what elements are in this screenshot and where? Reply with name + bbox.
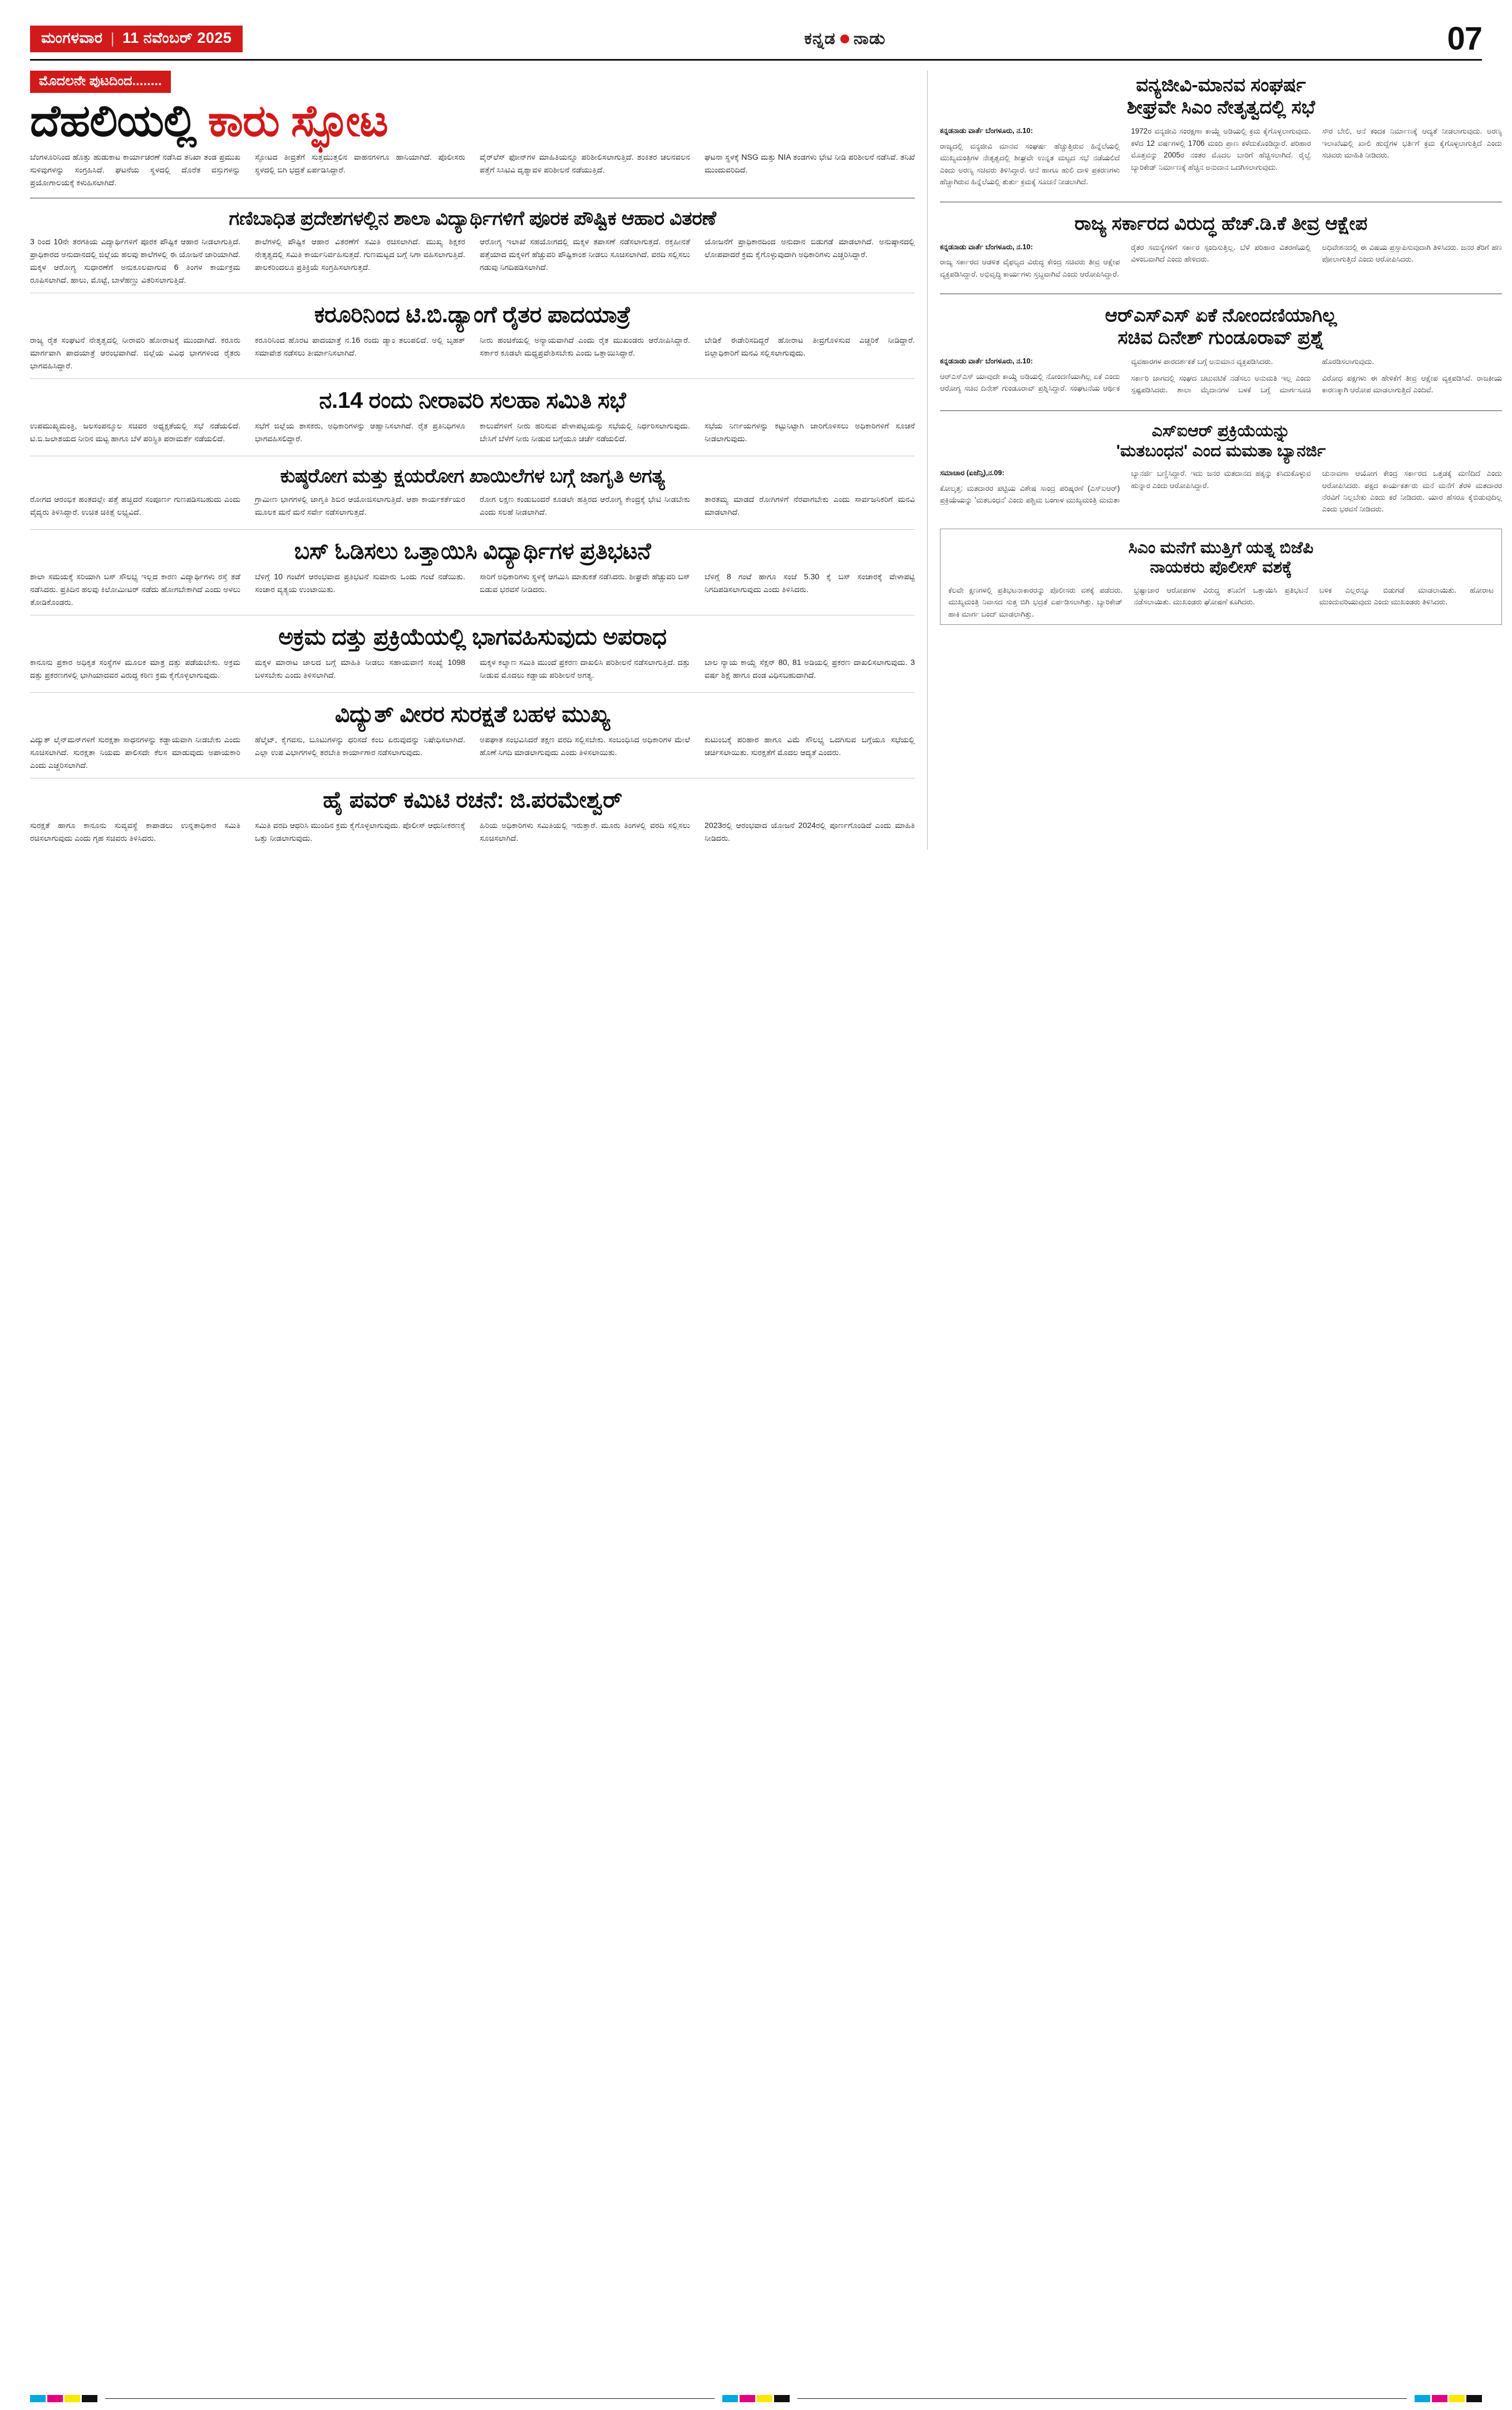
- main-column: [30, 71, 915, 849]
- story-headline: ಗಣಿಬಾಧಿತ ಪ್ರದೇಶಗಳಲ್ಲಿನ ಶಾಲಾ ವಿದ್ಯಾರ್ಥಿಗಳಿಗೆ ಪೂರಕ ಪೌಷ್ಟಿಕ ಆಹಾರ ವಿತರಣೆ: [229, 207, 716, 229]
- color-bar-group-right: [1415, 2395, 1482, 2402]
- lead-kicker: ಮೊದಲನೇ ಪುಟದಿಂದ........: [30, 71, 171, 93]
- yellow-bar: [757, 2395, 772, 2402]
- story-body: [30, 734, 915, 772]
- story-paragraph: ಮಕ್ಕಳ ಮಾರಾಟ ಜಾಲದ ಬಗ್ಗೆ ಮಾಹಿತಿ ನೀಡಲು ಸಹಾಯವಾಣಿ ಸಂಖ್ಯೆ 1098 ಬಳಸಬೇಕು ಎಂದು ತಿಳಿಸಲಾಗಿದೆ.: [255, 658, 465, 680]
- story-paragraph: ಶಾಲಾ ಸಮಯಕ್ಕೆ ಸರಿಯಾಗಿ ಬಸ್ ಸೌಲಭ್ಯ ಇಲ್ಲದ ಕಾರಣ ವಿದ್ಯಾರ್ಥಿಗಳು ರಸ್ತೆ ತಡೆ ನಡೆಸಿದರು. ಪ್ರತಿದಿನ ಹಲವು ಕಿಲೋಮೀಟರ್ ನಡೆದು ಹೋಗಬೇಕಾಗಿದೆ ಎಂದು ಅಳಲು ತೋಡಿಕೊಂಡರು.: [30, 572, 240, 607]
- rail-paragraph: ಆರ್‌ಎಸ್‌ಎಸ್ ಯಾವುದೇ ಕಾಯ್ದೆ ಅಡಿಯಲ್ಲಿ ನೋಂದಣಿಯಾಗಿಲ್ಲ ಏಕೆ ಎಂದು ಆರೋಗ್ಯ ಸಚಿವ ದಿನೇಶ್ ಗುಂಡೂರಾವ್ ಪ್ರಶ್ನಿಸಿದ್ದಾರೆ. ಸಂಘಟನೆಯ ಆರ್ಥಿಕ ವ್ಯವಹಾರಗಳ ಪಾರದರ್ಶಕತೆ ಬಗ್ಗೆ ಅನುಮಾನ ವ್ಯಕ್ತಪಡಿಸಿದರು.: [940, 357, 1273, 393]
- rail-byline: ಸಮಾಚಾರ (ಏಜೆನ್ಸಿ),ನ.09:: [940, 469, 1004, 477]
- rail-headline-line: ವನ್ಯಜೀವಿ-ಮಾನವ ಸಂಘರ್ಷ: [1136, 75, 1306, 96]
- story-headline: ಕರೂರಿನಿಂದ ಟಿ.ಬಿ.ಡ್ಯಾಂಗೆ ರೈತರ ಪಾದಯಾತ್ರೆ: [314, 301, 631, 327]
- rail-story-hdk-objection: [940, 209, 1502, 285]
- story-headline: ಹೈ ಪವರ್ ಕಮಿಟಿ ರಚನೆ: ಜಿ.ಪರಮೇಶ್ವರ್: [323, 786, 622, 812]
- divider: [30, 198, 915, 199]
- rail-paragraph: ಅಧಿವೇಶನದಲ್ಲಿ ಈ ವಿಷಯ ಪ್ರಸ್ತಾಪಿಸುವುದಾಗಿ ತಿಳಿಸಿದರು. ಜನರ ತೆರಿಗೆ ಹಣ ಪೋಲಾಗುತ್ತಿದೆ ಎಂದು ಆರೋಪಿಸಿದರು.: [1322, 243, 1502, 264]
- story-headline: ಕುಷ್ಠರೋಗ ಮತ್ತು ಕ್ಷಯರೋಗ ಖಾಯಿಲೆಗಳ ಬಗ್ಗೆ ಜಾಗೃತಿ ಅಗತ್ಯ: [280, 465, 665, 487]
- story-paragraph: ಬೇಡಿಕೆ ಈಡೇರಿಸದಿದ್ದರೆ ಹೋರಾಟ ತೀವ್ರಗೊಳಿಸುವ ಎಚ್ಚರಿಕೆ ನೀಡಿದ್ದಾರೆ. ಜಿಲ್ಲಾಧಿಕಾರಿಗೆ ಮನವಿ ಸಲ್ಲಿಸಲಾಗುವುದು.: [705, 336, 915, 358]
- story-paragraph: ಬೆಳಿಗ್ಗೆ 8 ಗಂಟೆ ಹಾಗೂ ಸಂಜೆ 5.30 ಕ್ಕೆ ಬಸ್ ಸಂಚಾರಕ್ಕೆ ವೇಳಾಪಟ್ಟಿ ನಿಗದಿಪಡಿಸಲಾಗುವುದು ಎಂದು ತಿಳಿಸಿದರು.: [705, 572, 915, 594]
- rail-story-rss-registration: [940, 301, 1502, 402]
- cyan-bar: [30, 2395, 46, 2402]
- rail-headline: [940, 213, 1502, 235]
- rail-paragraph: ಚುನಾವಣಾ ಆಯೋಗ ಕೇಂದ್ರ ಸರ್ಕಾರದ ಒತ್ತಡಕ್ಕೆ ಮಣಿದಿದೆ ಎಂದು ಆರೋಪಿಸಿದರು. ಪಕ್ಷದ ಕಾರ್ಯಕರ್ತರು ಮನೆ ಮನೆಗೆ ತೆರಳಿ ಮತದಾರರ ನೆರವಿಗೆ ನಿಲ್ಲಬೇಕು ಎಂದು ಕರೆ ನೀಡಿದರು. ಯಾರ ಹೆಸರೂ ಕೈಬಿಡುವುದಿಲ್ಲ ಎಂದು ಭರವಸೆ ನೀಡಿದರು.: [1322, 469, 1502, 514]
- rail-headline: [940, 304, 1502, 349]
- story-paragraph: ಯೋಜನೆಗೆ ಪ್ರಾಧಿಕಾರದಿಂದ ಅನುದಾನ ಬಿಡುಗಡೆ ಮಾಡಲಾಗಿದೆ. ಅನುಷ್ಠಾನದಲ್ಲಿ ಲೋಪವಾದರೆ ಕ್ರಮ ಕೈಗೊಳ್ಳುವುದಾಗಿ ಅಧಿಕಾರಿಗಳು ಎಚ್ಚರಿಸಿದ್ದಾರೆ.: [705, 237, 915, 259]
- story-paragraph: ಸಭೆಯ ನಿರ್ಣಯಗಳನ್ನು ಕಟ್ಟುನಿಟ್ಟಾಗಿ ಜಾರಿಗೊಳಿಸಲು ಅಧಿಕಾರಿಗಳಿಗೆ ಸೂಚನೆ ನೀಡಲಾಗುವುದು.: [705, 421, 915, 443]
- date-chip: [30, 26, 243, 52]
- story-paragraph: ಆರೋಗ್ಯ ಇಲಾಖೆ ಸಹಯೋಗದಲ್ಲಿ ಮಕ್ಕಳ ತಪಾಸಣೆ ನಡೆಸಲಾಗುತ್ತದೆ. ರಕ್ತಹೀನತೆ ಪತ್ತೆಯಾದ ಮಕ್ಕಳಿಗೆ ಹೆಚ್ಚುವರಿ ಪೌಷ್ಟಿಕಾಂಶ ನೀಡಲು ಸೂಚಿಸಲಾಗಿದೆ. ವರದಿ ಸಲ್ಲಿಸಲು ಗಡುವು ನಿಗದಿಪಡಿಸಲಾಗಿದೆ.: [480, 237, 690, 272]
- story-body: [30, 820, 915, 850]
- publication-logo: [804, 29, 885, 48]
- registration-line: [105, 2398, 715, 2399]
- lead-paragraph: ವೈರ್‌ಲೆಸ್ ಫೋನ್‌ಗಳ ಮಾಹಿತಿಯನ್ನೂ ಪರಿಶೀಲಿಸಲಾಗುತ್ತಿದೆ. ಶಂಕಿತರ ಚಲನವಲನ ಪತ್ತೆಗೆ ಸಿಸಿಟಿವಿ ದೃಶ್ಯಾವಳಿ ಪರಿಶೀಲನೆ ನಡೆಯುತ್ತಿದೆ.: [480, 152, 690, 175]
- masthead-separator: |: [110, 29, 115, 47]
- rail-headline-line: ಎಸ್‌ಐಆರ್ ಪ್ರಕ್ರಿಯೆಯನ್ನು: [1151, 422, 1291, 441]
- story-paragraph: ಕುಟುಂಬಕ್ಕೆ ಪರಿಹಾರ ಹಾಗೂ ವಿಮೆ ಸೌಲಭ್ಯ ಒದಗಿಸುವ ಬಗ್ಗೆಯೂ ಸಭೆಯಲ್ಲಿ ಚರ್ಚಿಸಲಾಯಿತು. ಸುರಕ್ಷತೆಗೆ ಮೊದಲ ಆದ್ಯತೆ ಎಂದರು.: [705, 735, 915, 757]
- rail-body: [940, 125, 1502, 188]
- story-irrigation-committee: [30, 388, 915, 450]
- story-paragraph: ಶಾಲೆಗಳಲ್ಲಿ ಪೌಷ್ಟಿಕ ಆಹಾರ ವಿತರಣೆಗೆ ಸಮಿತಿ ರಚಿಸಲಾಗಿದೆ. ಮುಖ್ಯ ಶಿಕ್ಷಕರ ನೇತೃತ್ವದಲ್ಲಿ ಸಮಿತಿ ಕಾರ್ಯನಿರ್ವಹಿಸುತ್ತದೆ. ಗುಣಮಟ್ಟದ ಬಗ್ಗೆ ನಿಗಾ ವಹಿಸಲಾಗುತ್ತಿದೆ. ಪಾಲಕರಿಂದಲೂ ಪ್ರತಿಕ್ರಿಯೆ ಸಂಗ್ರಹಿಸಲಾಗುತ್ತದೆ.: [255, 237, 465, 272]
- story-bus-protest: [30, 539, 915, 609]
- rail-headline-line: ನಾಯಕರು ಪೊಲೀಸ್ ವಶಕ್ಕೆ: [1150, 558, 1292, 577]
- brand-left-label: ಕನ್ನಡ: [804, 29, 836, 48]
- rail-byline: ಕನ್ನಡನಾಡು ವಾರ್ತೆ ಬೆಂಗಳೂರು, ನ.10:: [940, 357, 1033, 366]
- story-paragraph: ಸುರಕ್ಷತೆ ಹಾಗೂ ಕಾನೂನು ಸುವ್ಯವಸ್ಥೆ ಕಾಪಾಡಲು ಉನ್ನತಾಧಿಕಾರ ಸಮಿತಿ ರಚಿಸಲಾಗುವುದು ಎಂದು ಗೃಹ ಸಚಿವರು ತಿಳಿಸಿದರು.: [30, 821, 240, 843]
- rail-headline: [948, 538, 1494, 578]
- brand-dot-icon: [840, 35, 849, 43]
- story-paragraph: ರೋಗದ ಆರಂಭಿಕ ಹಂತದಲ್ಲೇ ಪತ್ತೆ ಹಚ್ಚಿದರೆ ಸಂಪೂರ್ಣ ಗುಣಪಡಿಸಬಹುದು ಎಂದು ವೈದ್ಯರು ತಿಳಿಸಿದ್ದಾರೆ. ಉಚಿತ ಚಿಕಿತ್ಸೆ ಲಭ್ಯವಿದೆ.: [30, 495, 240, 517]
- rail-paragraph: ರೈತರ ಸಮಸ್ಯೆಗಳಿಗೆ ಸರ್ಕಾರ ಸ್ಪಂದಿಸುತ್ತಿಲ್ಲ. ಬೆಳೆ ಪರಿಹಾರ ವಿತರಣೆಯಲ್ಲಿ ವಿಳಂಬವಾಗಿದೆ ಎಂದು ಹೇಳಿದರು.: [1131, 243, 1311, 264]
- story-electricity-safety: [30, 702, 915, 772]
- masthead: [30, 21, 1482, 61]
- story-paragraph: ಕಾನೂನು ಪ್ರಕಾರ ಅಧಿಕೃತ ಸಂಸ್ಥೆಗಳ ಮೂಲಕ ಮಾತ್ರ ದತ್ತು ಪಡೆಯಬೇಕು. ಅಕ್ರಮ ದತ್ತು ಪ್ರಕರಣಗಳಲ್ಲಿ ಭಾಗಿಯಾದವರ ವಿರುದ್ಧ ಕಠಿಣ ಕ್ರಮ ಕೈಗೊಳ್ಳಲಾಗುವುದು.: [30, 658, 240, 680]
- yellow-bar: [65, 2395, 80, 2402]
- rail-headline-line: ರಾಜ್ಯ ಸರ್ಕಾರದ ವಿರುದ್ಧ ಹೆಚ್.ಡಿ.ಕೆ ತೀವ್ರ ಆಕ್ಷೇಪ: [1074, 213, 1368, 234]
- weekday-label: ಮಂಗಳವಾರ: [41, 29, 103, 47]
- rail-paragraph: ಬಳಿಕ ಎಲ್ಲರನ್ನೂ ಬಿಡುಗಡೆ ಮಾಡಲಾಯಿತು. ಹೋರಾಟ ಮುಂದುವರಿಯುವುದು ಎಂದು ಮುಖಂಡರು ತಿಳಿಸಿದರು.: [1319, 585, 1494, 607]
- story-headline: ವಿದ್ಯುತ್ ವೀರರ ಸುರಕ್ಷತೆ ಬಹಳ ಮುಖ್ಯ: [334, 701, 610, 727]
- story-body: [30, 420, 915, 450]
- color-bar-group-left: [30, 2395, 97, 2402]
- rail-headline-line: ಶೀಘ್ರವೇ ಸಿಎಂ ನೇತೃತ್ವದಲ್ಲಿ ಸಭೆ: [1126, 97, 1316, 119]
- story-paragraph: 2023ರಲ್ಲಿ ಆರಂಭವಾದ ಯೋಜನೆ 2024ರಲ್ಲಿ ಪೂರ್ಣಗೊಂಡಿದೆ ಎಂದು ಮಾಹಿತಿ ನೀಡಿದರು.: [705, 821, 915, 843]
- rail-headline-line: ಆರ್‌ಎಸ್‌ಎಸ್ ಏಕೆ ನೋಂದಣಿಯಾಗಿಲ್ಲ: [1105, 305, 1337, 327]
- story-paragraph: ಹೆಲ್ಮೆಟ್, ಕೈಗವಸು, ಬೂಟುಗಳನ್ನು ಧರಿಸದೆ ಕಂಬ ಏರುವುದನ್ನು ನಿಷೇಧಿಸಲಾಗಿದೆ. ಎಲ್ಲಾ ಉಪ ವಿಭಾಗಗಳಲ್ಲಿ ತರಬೇತಿ ಕಾರ್ಯಾಗಾರ ನಡೆಸಲಾಗುವುದು.: [255, 735, 465, 757]
- rail-byline: ಕನ್ನಡನಾಡು ವಾರ್ತೆ ಬೆಂಗಳೂರು, ನ.10:: [940, 126, 1033, 135]
- rail-headline-line: 'ಮತಬಂಧನ' ಎಂದ ಮಮತಾ ಬ್ಯಾನರ್ಜಿ: [1116, 441, 1326, 460]
- lead-headline-part1: ದೆಹಲಿಯಲ್ಲಿ: [30, 96, 196, 146]
- story-paragraph: ನೀರು ಹಂಚಿಕೆಯಲ್ಲಿ ಅನ್ಯಾಯವಾಗಿದೆ ಎಂದು ರೈತ ಮುಖಂಡರು ಆರೋಪಿಸಿದ್ದಾರೆ. ಸರ್ಕಾರ ಕೂಡಲೇ ಮಧ್ಯಪ್ರವೇಶಿಸಬೇಕು ಎಂದು ಒತ್ತಾಯಿಸಿದ್ದಾರೆ.: [480, 336, 690, 358]
- story-paragraph: ಕಾಲುವೆಗಳಿಗೆ ನೀರು ಹರಿಸುವ ವೇಳಾಪಟ್ಟಿಯನ್ನು ಸಭೆಯಲ್ಲಿ ನಿರ್ಧರಿಸಲಾಗುವುದು. ಬೇಸಿಗೆ ಬೆಳೆಗೆ ನೀರು ನೀಡುವ ಬಗ್ಗೆಯೂ ಚರ್ಚೆ ನಡೆಯಲಿದೆ.: [480, 421, 690, 443]
- story-paragraph: ರಾಜ್ಯ ರೈತ ಸಂಘಟನೆ ನೇತೃತ್ವದಲ್ಲಿ ನೀರಾವರಿ ಹೋರಾಟಕ್ಕೆ ಮುಂದಾಗಿದೆ. ಕರೂರು ಮಾರ್ಗವಾಗಿ ಪಾದಯಾತ್ರೆ ಆರಂಭವಾಗಿದೆ. ಜಿಲ್ಲೆಯ ವಿವಿಧ ಭಾಗಗಳಿಂದ ರೈತರು ಭಾಗವಹಿಸಿದ್ದಾರೆ.: [30, 336, 240, 371]
- rail-story-wildlife-conflict-meeting: [940, 71, 1502, 193]
- divider: [940, 293, 1502, 294]
- rail-paragraph: ರಾಜ್ಯದಲ್ಲಿ ವನ್ಯಜೀವಿ ಮಾನವ ಸಂಘರ್ಷ ಹೆಚ್ಚುತ್ತಿರುವ ಹಿನ್ನೆಲೆಯಲ್ಲಿ ಮುಖ್ಯಮಂತ್ರಿಗಳ ನೇತೃತ್ವದಲ್ಲಿ ಶೀಘ್ರವೇ ಉನ್ನತ ಮಟ್ಟದ ಸಭೆ ನಡೆಯಲಿದೆ ಎಂದು ಅರಣ್ಯ ಸಚಿವರು ತಿಳಿಸಿದ್ದಾರೆ. ಆನೆ ಹಾಗೂ ಹುಲಿ ದಾಳಿ ಪ್ರಕರಣಗಳು ಹೆಚ್ಚಾಗಿರುವ ಹಿನ್ನೆಲೆಯಲ್ಲಿ ತುರ್ತು ಕ್ರಮಕ್ಕೆ ಸೂಚನೆ ನೀಡಲಾಗಿದೆ.: [940, 141, 1120, 186]
- lead-paragraph: ಬೆಂಗಳೂರಿನಿಂದ ಹೊತ್ತು ಹುಡುಕಾಟ ಕಾರ್ಯಾಚರಣೆ ನಡೆಸಿದ ತನಿಖಾ ತಂಡ ಪ್ರಮುಖ ಸುಳಿವುಗಳನ್ನು ಸಂಗ್ರಹಿಸಿದೆ. ಘಟನೆಯ ಸ್ಥಳದಲ್ಲಿ ದೊರೆತ ವಸ್ತುಗಳನ್ನು ಪ್ರಯೋಗಾಲಯಕ್ಕೆ ಕಳುಹಿಸಲಾಗಿದೆ.: [30, 152, 240, 188]
- story-paragraph: ಗ್ರಾಮೀಣ ಭಾಗಗಳಲ್ಲಿ ಜಾಗೃತಿ ಶಿಬಿರ ಆಯೋಜಿಸಲಾಗುತ್ತಿದೆ. ಆಶಾ ಕಾರ್ಯಕರ್ತೆಯರ ಮೂಲಕ ಮನೆ ಮನೆ ಸರ್ವೇ ನಡೆಸಲಾಗುತ್ತದೆ.: [255, 495, 465, 517]
- print-registration-marks: [30, 2395, 1482, 2402]
- black-bar: [774, 2395, 790, 2402]
- story-paragraph: ಬಾಲ ನ್ಯಾಯ ಕಾಯ್ದೆ ಸೆಕ್ಷನ್ 80, 81 ಅಡಿಯಲ್ಲಿ ಪ್ರಕರಣ ದಾಖಲಿಸಲಾಗುವುದು. 3 ವರ್ಷ ಶಿಕ್ಷೆ ಹಾಗೂ ದಂಡ ವಿಧಿಸಬಹುದಾಗಿದೆ.: [705, 658, 915, 680]
- story-headline: ಬಸ್ ಓಡಿಸಲು ಒತ್ತಾಯಿಸಿ ವಿದ್ಯಾರ್ಥಿಗಳ ಪ್ರತಿಭಟನೆ: [294, 538, 651, 564]
- story-paragraph: ಬೆಳಿಗ್ಗೆ 10 ಗಂಟೆಗೆ ಆರಂಭವಾದ ಪ್ರತಿಭಟನೆ ಸುಮಾರು ಒಂದು ಗಂಟೆ ನಡೆಯಿತು. ಸಂಚಾರ ವ್ಯತ್ಯಯ ಉಂಟಾಯಿತು.: [255, 572, 465, 594]
- right-rail: [940, 71, 1502, 849]
- black-bar: [1466, 2395, 1482, 2402]
- rail-paragraph: ಕೆಲವೇ ಕ್ಷಣಗಳಲ್ಲಿ ಪ್ರತಿಭಟನಾಕಾರರನ್ನು ಪೊಲೀಸರು ವಶಕ್ಕೆ ಪಡೆದರು. ಮುಖ್ಯಮಂತ್ರಿ ನಿವಾಸದ ಸುತ್ತ ಬಿಗಿ ಭದ್ರತೆ ಏರ್ಪಡಿಸಲಾಗಿತ್ತು. ಬ್ಯಾರಿಕೇಡ್ ಹಾಕಿ ಮಾರ್ಗ ಬಂದ್ ಮಾಡಲಾಗಿತ್ತು.: [948, 585, 1123, 618]
- page-body: [30, 71, 1502, 849]
- magenta-bar: [47, 2395, 63, 2402]
- story-paragraph: ಮಕ್ಕಳ ಕಲ್ಯಾಣ ಸಮಿತಿ ಮುಂದೆ ಪ್ರಕರಣ ದಾಖಲಿಸಿ ಪರಿಶೀಲನೆ ನಡೆಸಲಾಗುತ್ತಿದೆ. ದತ್ತು ನೀಡುವ ಮೊದಲು ಕಡ್ಡಾಯ ಪರಿಶೀಲನೆ ಅಗತ್ಯ.: [480, 658, 690, 680]
- lead-paragraph: ಘಟನಾ ಸ್ಥಳಕ್ಕೆ NSG ಮತ್ತು NIA ತಂಡಗಳು ಭೇಟಿ ನೀಡಿ ಪರಿಶೀಲನೆ ನಡೆಸಿವೆ. ತನಿಖೆ ಮುಂದುವರಿದಿದೆ.: [705, 152, 915, 175]
- lead-body: [30, 151, 915, 190]
- magenta-bar: [1432, 2395, 1447, 2402]
- rail-body: [940, 356, 1502, 397]
- story-paragraph: ಉಪಮುಖ್ಯಮಂತ್ರಿ, ಜಲಸಂಪನ್ಮೂಲ ಸಚಿವರ ಅಧ್ಯಕ್ಷತೆಯಲ್ಲಿ ಸಭೆ ನಡೆಯಲಿದೆ. ಟಿ.ಬಿ.ಜಲಾಶಯದ ನೀರಿನ ಮಟ್ಟ ಹಾಗೂ ಬೆಳೆ ಪರಿಸ್ಥಿತಿ ಪರಾಮರ್ಶೆ ನಡೆಯಲಿದೆ.: [30, 421, 240, 443]
- story-padayatra: [30, 302, 915, 373]
- story-paragraph: ಸಭೆಗೆ ಜಿಲ್ಲೆಯ ಶಾಸಕರು, ಅಧಿಕಾರಿಗಳನ್ನು ಆಹ್ವಾನಿಸಲಾಗಿದೆ. ರೈತ ಪ್ರತಿನಿಧಿಗಳೂ ಭಾಗವಹಿಸಲಿದ್ದಾರೆ.: [255, 421, 465, 443]
- rail-paragraph: ಸರ್ಕಾರಿ ಜಾಗದಲ್ಲಿ ಸಂಘದ ಚಟುವಟಿಕೆ ನಡೆಸಲು ಅನುಮತಿ ಇಲ್ಲ ಎಂದು ಸ್ಪಷ್ಟಪಡಿಸಿದರು. ಶಾಲಾ ಮೈದಾನಗಳ ಬಳಕೆ ಬಗ್ಗೆ ಮಾರ್ಗಸೂಚಿ ಹೊರಡಿಸಲಾಗುವುದು.: [1131, 357, 1375, 395]
- story-paragraph: ಸಮಿತಿ ವರದಿ ಆಧರಿಸಿ ಮುಂದಿನ ಕ್ರಮ ಕೈಗೊಳ್ಳಲಾಗುವುದು. ಪೊಲೀಸ್ ಆಧುನೀಕರಣಕ್ಕೆ ಒತ್ತು ನೀಡಲಾಗುವುದು.: [255, 821, 465, 843]
- story-body: [30, 236, 915, 287]
- magenta-bar: [740, 2395, 755, 2402]
- color-bar-group-center: [722, 2395, 790, 2402]
- story-illegal-adoption: [30, 624, 915, 687]
- rail-body: [948, 584, 1494, 620]
- rail-headline-line: ಸಚಿವ ದಿನೇಶ್ ಗುಂಡೂರಾವ್ ಪ್ರಶ್ನೆ: [1117, 327, 1324, 349]
- rail-body: [940, 467, 1502, 515]
- story-paragraph: ವಿದ್ಯುತ್ ಲೈನ್‌ಮನ್‌ಗಳಿಗೆ ಸುರಕ್ಷತಾ ಸಾಧನಗಳನ್ನು ಕಡ್ಡಾಯವಾಗಿ ನೀಡಬೇಕು ಎಂದು ಸೂಚಿಸಲಾಗಿದೆ. ಸುರಕ್ಷತಾ ನಿಯಮ ಪಾಲಿಸದೇ ಕೆಲಸ ಮಾಡುವುದು ಅಪಾಯಕಾರಿ ಎಂದು ಎಚ್ಚರಿಸಲಾಗಿದೆ.: [30, 735, 240, 770]
- story-paragraph: ಕರೂರಿನಿಂದ ಹೊರಟ ಪಾದಯಾತ್ರೆ ನ.16 ರಂದು ಡ್ಯಾಂ ತಲುಪಲಿದೆ. ಅಲ್ಲಿ ಬೃಹತ್ ಸಮಾವೇಶ ನಡೆಸಲು ತೀರ್ಮಾನಿಸಲಾಗಿದೆ.: [255, 336, 465, 358]
- cyan-bar: [722, 2395, 738, 2402]
- story-disease-awareness: [30, 465, 915, 524]
- rail-paragraph: ಕೋಲ್ಕತ್ತ: ಮತದಾರರ ಪಟ್ಟಿಯ ವಿಶೇಷ ಸಾಂದ್ರ ಪರಿಷ್ಕರಣೆ (ಎಸ್‌ಐಆರ್) ಪ್ರಕ್ರಿಯೆಯನ್ನು 'ಮತಬಂಧನ' ಎಂದು ಪಶ್ಚಿಮ ಬಂಗಾಳ ಮುಖ್ಯಮಂತ್ರಿ ಮಮತಾ ಬ್ಯಾನರ್ಜಿ ಬಣ್ಣಿಸಿದ್ದಾರೆ. ಇದು ಜನರ ಮತದಾನದ ಹಕ್ಕನ್ನು ಕಸಿದುಕೊಳ್ಳುವ ಹುನ್ನಾರ ಎಂದು ಆರೋಪಿಸಿದ್ದಾರೆ.: [940, 469, 1311, 505]
- rail-paragraph: ರಾಜ್ಯ ಸರ್ಕಾರದ ಆಡಳಿತ ವೈಫಲ್ಯದ ವಿರುದ್ಧ ಕೇಂದ್ರ ಸಚಿವರು ತೀವ್ರ ಆಕ್ಷೇಪ ವ್ಯಕ್ತಪಡಿಸಿದ್ದಾರೆ. ಅಭಿವೃದ್ಧಿ ಕಾರ್ಯಗಳು ಸ್ತಬ್ಧವಾಗಿವೆ ಎಂದು ಆರೋಪಿಸಿದ್ದಾರೆ.: [940, 258, 1120, 278]
- divider: [30, 692, 915, 693]
- rail-paragraph: ಭ್ರಷ್ಟಾಚಾರ ಆರೋಪಗಳ ವಿರುದ್ಧ ತನಿಖೆಗೆ ಒತ್ತಾಯಿಸಿ ಪ್ರತಿಭಟನೆ ನಡೆಸಲಾಯಿತು. ಮುಖಂಡರು ಘೋಷಣೆ ಕೂಗಿದರು.: [1134, 585, 1308, 607]
- divider: [30, 529, 915, 530]
- story-paragraph: ಹಿರಿಯ ಅಧಿಕಾರಿಗಳು ಸಮಿತಿಯಲ್ಲಿ ಇರುತ್ತಾರೆ. ಮೂರು ತಿಂಗಳಲ್ಲಿ ವರದಿ ಸಲ್ಲಿಸಲು ಸೂಚಿಸಲಾಗಿದೆ.: [480, 821, 690, 843]
- story-body: [30, 571, 915, 609]
- story-body: [30, 657, 915, 687]
- lead-headline-part2: ಕಾರು ಸ್ಫೋಟ: [208, 96, 388, 146]
- story-paragraph: ತಾರತಮ್ಯ ಮಾಡದೆ ರೋಗಿಗಳಿಗೆ ನೆರವಾಗಬೇಕು ಎಂದು ಸಾರ್ವಜನಿಕರಿಗೆ ಮನವಿ ಮಾಡಲಾಗಿದೆ.: [705, 495, 915, 517]
- page-number: 07: [1447, 21, 1482, 57]
- yellow-bar: [1449, 2395, 1465, 2402]
- story-high-power-committee: [30, 787, 915, 850]
- black-bar: [82, 2395, 97, 2402]
- column-divider: [927, 71, 928, 849]
- rail-body: [940, 242, 1502, 280]
- date-label: 11 ನವೆಂಬರ್ 2025: [122, 29, 232, 47]
- rail-headline-line: ಸಿಎಂ ಮನೆಗೆ ಮುತ್ತಿಗೆ ಯತ್ನ ಬಿಜೆಪಿ: [1128, 538, 1314, 557]
- story-headline: ಅಕ್ರಮ ದತ್ತು ಪ್ರಕ್ರಿಯೆಯಲ್ಲಿ ಭಾಗವಹಿಸುವುದು ಅಪರಾಧ: [278, 623, 667, 649]
- rail-paragraph: 1972ರ ವನ್ಯಜೀವಿ ಸಂರಕ್ಷಣಾ ಕಾಯ್ದೆ ಅಡಿಯಲ್ಲಿ ಕ್ರಮ ಕೈಗೊಳ್ಳಲಾಗುವುದು. ಕಳೆದ 12 ವರ್ಷಗಳಲ್ಲಿ 1706 ಮಂದಿ ಪ್ರಾಣ ಕಳೆದುಕೊಂಡಿದ್ದಾರೆ. ಪರಿಹಾರ ಮೊತ್ತವನ್ನು 2005ರ ನಂತರ ಮೊದಲ ಬಾರಿಗೆ ಹೆಚ್ಚಿಸಲಾಗಿದೆ. ರೈಲ್ವೆ ಬ್ಯಾರಿಕೇಡ್ ನಿರ್ಮಾಣಕ್ಕೆ ಹೆಚ್ಚಿನ ಅನುದಾನ ಒದಗಿಸಲಾಗುವುದು.: [1131, 127, 1311, 171]
- divider: [30, 378, 915, 379]
- lead-paragraph: ಸ್ಫೋಟದ ತೀವ್ರತೆಗೆ ಸುತ್ತಮುತ್ತಲಿನ ವಾಹನಗಳಿಗೂ ಹಾನಿಯಾಗಿದೆ. ಪೊಲೀಸರು ಸ್ಥಳದಲ್ಲಿ ಬಿಗಿ ಭದ್ರತೆ ಏರ್ಪಡಿಸಿದ್ದಾರೆ.: [255, 152, 465, 175]
- registration-line: [797, 2398, 1407, 2399]
- rail-headline: [940, 421, 1502, 461]
- story-headline: ನ.14 ರಂದು ನೀರಾವರಿ ಸಲಹಾ ಸಮಿತಿ ಸಭೆ: [319, 387, 626, 413]
- rail-byline: ಕನ್ನಡನಾಡು ವಾರ್ತೆ ಬೆಂಗಳೂರು, ನ.10:: [940, 242, 1033, 251]
- rail-headline: [940, 74, 1502, 119]
- brand-right-label: ನಾಡು: [853, 29, 886, 48]
- story-supplementary-nutrition: [30, 208, 915, 287]
- story-body: [30, 334, 915, 373]
- divider: [940, 201, 1502, 203]
- lead-headline: [30, 98, 915, 144]
- story-body: [30, 494, 915, 524]
- story-paragraph: ಸಾರಿಗೆ ಅಧಿಕಾರಿಗಳು ಸ್ಥಳಕ್ಕೆ ಆಗಮಿಸಿ ಮಾತುಕತೆ ನಡೆಸಿದರು. ಶೀಘ್ರವೇ ಹೆಚ್ಚುವರಿ ಬಸ್ ಬಿಡುವ ಭರವಸೆ ನೀಡಿದರು.: [480, 572, 690, 594]
- rail-story-bjp-custody: [940, 529, 1502, 625]
- divider: [940, 410, 1502, 411]
- rail-paragraph: ಸೌರ ಬೇಲಿ, ಆನೆ ಕಂದಕ ನಿರ್ಮಾಣಕ್ಕೆ ಆದ್ಯತೆ ನೀಡಲಾಗುವುದು. ಅರಣ್ಯ ಇಲಾಖೆಯಲ್ಲಿ ಖಾಲಿ ಹುದ್ದೆಗಳ ಭರ್ತಿಗೆ ಕ್ರಮ ಕೈಗೊಳ್ಳಲಾಗುತ್ತಿದೆ ಎಂದು ಸಚಿವರು ಮಾಹಿತಿ ನೀಡಿದರು.: [1322, 127, 1502, 160]
- lead-story: [30, 71, 915, 190]
- cyan-bar: [1415, 2395, 1430, 2402]
- story-paragraph: ಅಪಘಾತ ಸಂಭವಿಸಿದರೆ ತಕ್ಷಣ ವರದಿ ಸಲ್ಲಿಸಬೇಕು. ಸಂಬಂಧಿಸಿದ ಅಧಿಕಾರಿಗಳ ಮೇಲೆ ಹೊಣೆ ನಿಗದಿ ಮಾಡಲಾಗುವುದು ಎಂದು ತಿಳಿಸಲಾಯಿತು.: [480, 735, 690, 757]
- story-paragraph: 3 ರಿಂದ 10ನೇ ತರಗತಿಯ ವಿದ್ಯಾರ್ಥಿಗಳಿಗೆ ಪೂರಕ ಪೌಷ್ಟಿಕ ಆಹಾರ ನೀಡಲಾಗುತ್ತಿದೆ. ಪ್ರಾಧಿಕಾರದ ಅನುದಾನದಲ್ಲಿ ಜಿಲ್ಲೆಯ ಹಲವು ಶಾಲೆಗಳಲ್ಲಿ ಈ ಯೋಜನೆ ಜಾರಿಯಾಗಿದೆ. ಮಕ್ಕಳ ಆರೋಗ್ಯ ಸುಧಾರಣೆಗೆ ಅನುಕೂಲವಾಗುವ 6 ತಿಂಗಳ ಕಾರ್ಯಕ್ರಮ ರೂಪಿಸಲಾಗಿದೆ. ಹಾಲು, ಮೊಟ್ಟೆ, ಬಾಳೆಹಣ್ಣು ವಿತರಿಸಲಾಗುತ್ತಿದೆ.: [30, 237, 240, 285]
- rail-paragraph: ವಿರೋಧ ಪಕ್ಷಗಳು ಈ ಹೇಳಿಕೆಗೆ ತೀವ್ರ ಆಕ್ಷೇಪ ವ್ಯಕ್ತಪಡಿಸಿವೆ. ರಾಜಕೀಯ ಕಾರಣಕ್ಕಾಗಿ ಆರೋಪ ಮಾಡಲಾಗುತ್ತಿದೆ ಎಂದಿವೆ.: [1322, 373, 1502, 395]
- rail-story-sir-mamata: [940, 418, 1502, 521]
- story-paragraph: ರೋಗ ಲಕ್ಷಣ ಕಂಡುಬಂದರೆ ಕೂಡಲೇ ಹತ್ತಿರದ ಆರೋಗ್ಯ ಕೇಂದ್ರಕ್ಕೆ ಭೇಟಿ ನೀಡಬೇಕು ಎಂದು ಸಲಹೆ ನೀಡಲಾಗಿದೆ.: [480, 495, 690, 517]
